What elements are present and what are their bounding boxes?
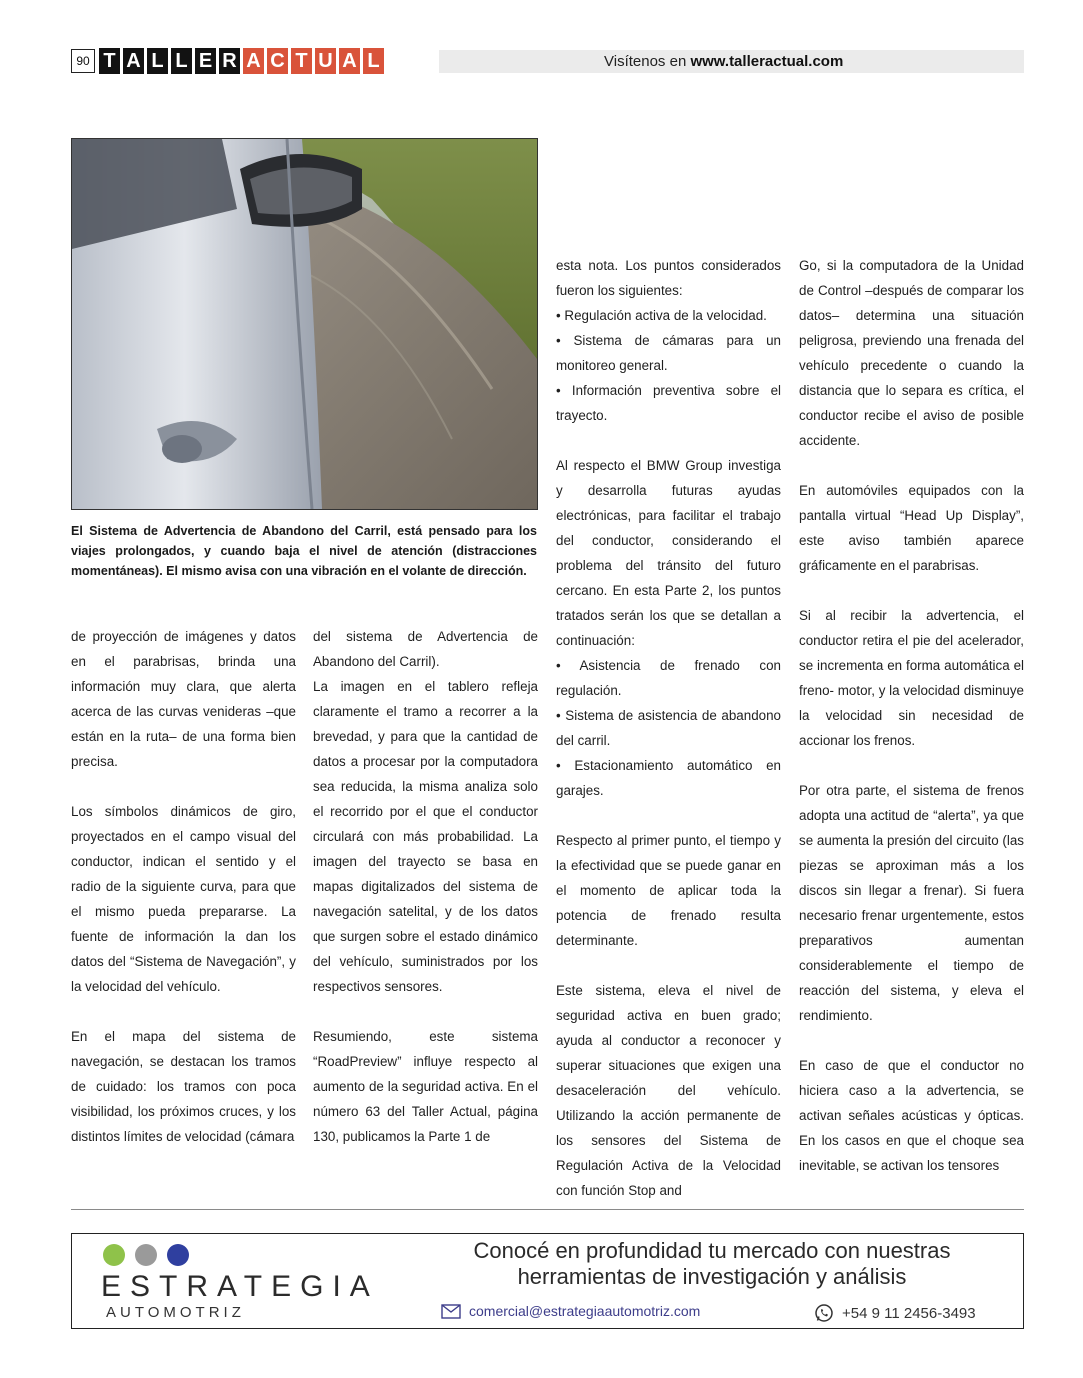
paragraph: Resumiendo, este sistema “RoadPreview” influye respecto al aumento de la seguridad activa. En el número 63 del Taller Actual, página 130, publicamos la Parte 1 de (313, 1029, 538, 1144)
bullet-item: • Regulación activa de la velocidad. (556, 308, 767, 323)
ad-headline (432, 1238, 992, 1290)
paragraph: La imagen en el tablero refleja claramente el tramo a recorrer a la brevedad, y para que la cantidad de datos a procesar por la computadora sea reducida, la misma analiza solo el recorrido por el que el conductor circulará con más probabilidad. La imagen del trayecto se basa en mapas digitalizados del sistema de navegación satelital, y de los datos que surgen sobre el estado dinámico del vehículo, suministrados por los respectivos sensores. (313, 679, 538, 994)
car-side-road-image (72, 139, 537, 509)
paragraph: Este sistema, eleva el nivel de seguridad activa en buen grado; ayuda al conductor a reconocer y superar situaciones que exigen una desaceleración del vehículo. Utilizando la acción permanente de los sensores del Sistema de Regulación Activa de la Velocidad con función Stop and (556, 983, 781, 1198)
article-column-4 (799, 253, 1024, 1178)
bullet-item: • Asistencia de frenado con regulación. (556, 658, 781, 698)
logo-letter: E (195, 48, 216, 74)
logo-letter: L (363, 48, 384, 74)
whatsapp-icon (814, 1303, 834, 1323)
paragraph: Respecto al primer punto, el tiempo y la efectividad que se puede ganar en el momento de aplicar toda la potencia de frenado resulta determinante. (556, 833, 781, 948)
page-number: 90 (71, 49, 95, 73)
article-column-3 (556, 253, 781, 1203)
advertiser-logo-subtitle: AUTOMOTRIZ (106, 1304, 245, 1321)
logo-letter: T (99, 48, 120, 74)
paragraph: Por otra parte, el sistema de frenos adopta una actitud de “alerta”, ya que se aumenta la presión del circuito (las piezas se aproximan más a los discos sin llegar a frenar). Si fuera necesario frenar urgentemente, estos preparativos aumentan considerablemente el tiempo de reacción del sistema, y eleva el rendimiento. (799, 783, 1024, 1023)
logo-letter: R (219, 48, 240, 74)
ad-phone-text[interactable]: +54 9 11 2456-3493 (842, 1304, 976, 1322)
ad-phone[interactable] (814, 1303, 976, 1323)
logo-letter: L (147, 48, 168, 74)
article-photo (71, 138, 538, 510)
logo-letter: A (123, 48, 144, 74)
article-column-2 (313, 624, 538, 1149)
bullet-item: • Estacionamiento automático en garajes. (556, 758, 781, 798)
ad-headline-line: Conocé en profundidad tu mercado con nuestras (473, 1238, 951, 1263)
logo-letter: T (291, 48, 312, 74)
paragraph: En el mapa del sistema de navegación, se destacan los tramos de cuidado: los tramos con poca visibilidad, los próximos cruces, y los distintos límites de velocidad (cámara (71, 1029, 296, 1144)
visit-text (604, 50, 843, 73)
paragraph: Go, si la computadora de la Unidad de Control –después de comparar los datos– determina una situación peligrosa, previendo una frenada del vehículo precedente o cuando la distancia que lo separa es crítica, el conductor recibe el aviso de posible accidente. (799, 258, 1024, 448)
logo-letter: A (243, 48, 264, 74)
paragraph: Al respecto el BMW Group investiga y desarrolla futuras ayudas electrónicas, para facilitar el trabajo del conductor, considerando el problema del tránsito del futuro cercano. En esta Parte 2, los puntos tratados serán los que se detallan a continuación: (556, 458, 781, 648)
article-column-1 (71, 624, 296, 1149)
footer-divider (71, 1209, 1024, 1210)
paragraph: del sistema de Advertencia de Abandono del Carril). (313, 629, 538, 669)
paragraph: Si al recibir la advertencia, el conductor retira el pie del acelerador, se incrementa en forma automática el freno- motor, y la velocidad disminuye la velocidad sin necesidad de accionar los frenos. (799, 608, 1024, 748)
logo-letter: C (267, 48, 288, 74)
gray-dot-icon (135, 1244, 157, 1266)
website-link[interactable]: www.talleractual.com (690, 53, 844, 70)
bullet-item: • Información preventiva sobre el trayecto. (556, 383, 781, 423)
bullet-item: • Sistema de asistencia de abandono del carril. (556, 708, 781, 748)
paragraph: de proyección de imágenes y datos en el parabrisas, brinda una información muy clara, que alerta acerca de las curvas venideras –que están en la ruta– de una forma bien precisa. (71, 629, 296, 769)
ad-headline-line: herramientas de investigación y análisis (517, 1264, 907, 1289)
envelope-icon (441, 1304, 461, 1319)
blue-dot-icon (167, 1244, 189, 1266)
header-bar (439, 50, 1024, 73)
advertisement-banner[interactable] (71, 1233, 1024, 1329)
page-header (71, 48, 1024, 75)
paragraph: En caso de que el conductor no hiciera caso a la advertencia, se activan señales acústicas y ópticas. En los casos en que el choque sea inevitable, se activan los tensores (799, 1058, 1024, 1173)
photo-caption: El Sistema de Advertencia de Abandono del Carril, está pensado para los viajes prolongados, y cuando baja el nivel de atención (distracciones momentáneas). El mismo avisa con una vibración en el volante de dirección. (71, 524, 537, 578)
paragraph: En automóviles equipados con la pantalla virtual “Head Up Display”, este aviso también aparece gráficamente en el parabrisas. (799, 483, 1024, 573)
magazine-logo (99, 48, 384, 74)
green-dot-icon (103, 1244, 125, 1266)
paragraph: Los símbolos dinámicos de giro, proyectados en el campo visual del conductor, indican el sentido y el radio de la siguiente curva, para que el mismo pueda prepararse. La fuente de información la dan los datos del “Sistema de Navegación”, y la velocidad del vehículo. (71, 804, 296, 994)
paragraph: esta nota. Los puntos considerados fueron los siguientes: (556, 258, 781, 298)
logo-letter: A (339, 48, 360, 74)
advertiser-logo: ESTRATEGIA (101, 1270, 379, 1303)
bullet-item: • Sistema de cámaras para un monitoreo general. (556, 333, 781, 373)
brand-dots (103, 1244, 189, 1266)
logo-letter: U (315, 48, 336, 74)
visit-prefix: Visítenos en (604, 53, 691, 70)
logo-letter: L (171, 48, 192, 74)
ad-email[interactable] (441, 1303, 700, 1319)
ad-email-text[interactable]: comercial@estrategiaautomotriz.com (469, 1303, 701, 1319)
